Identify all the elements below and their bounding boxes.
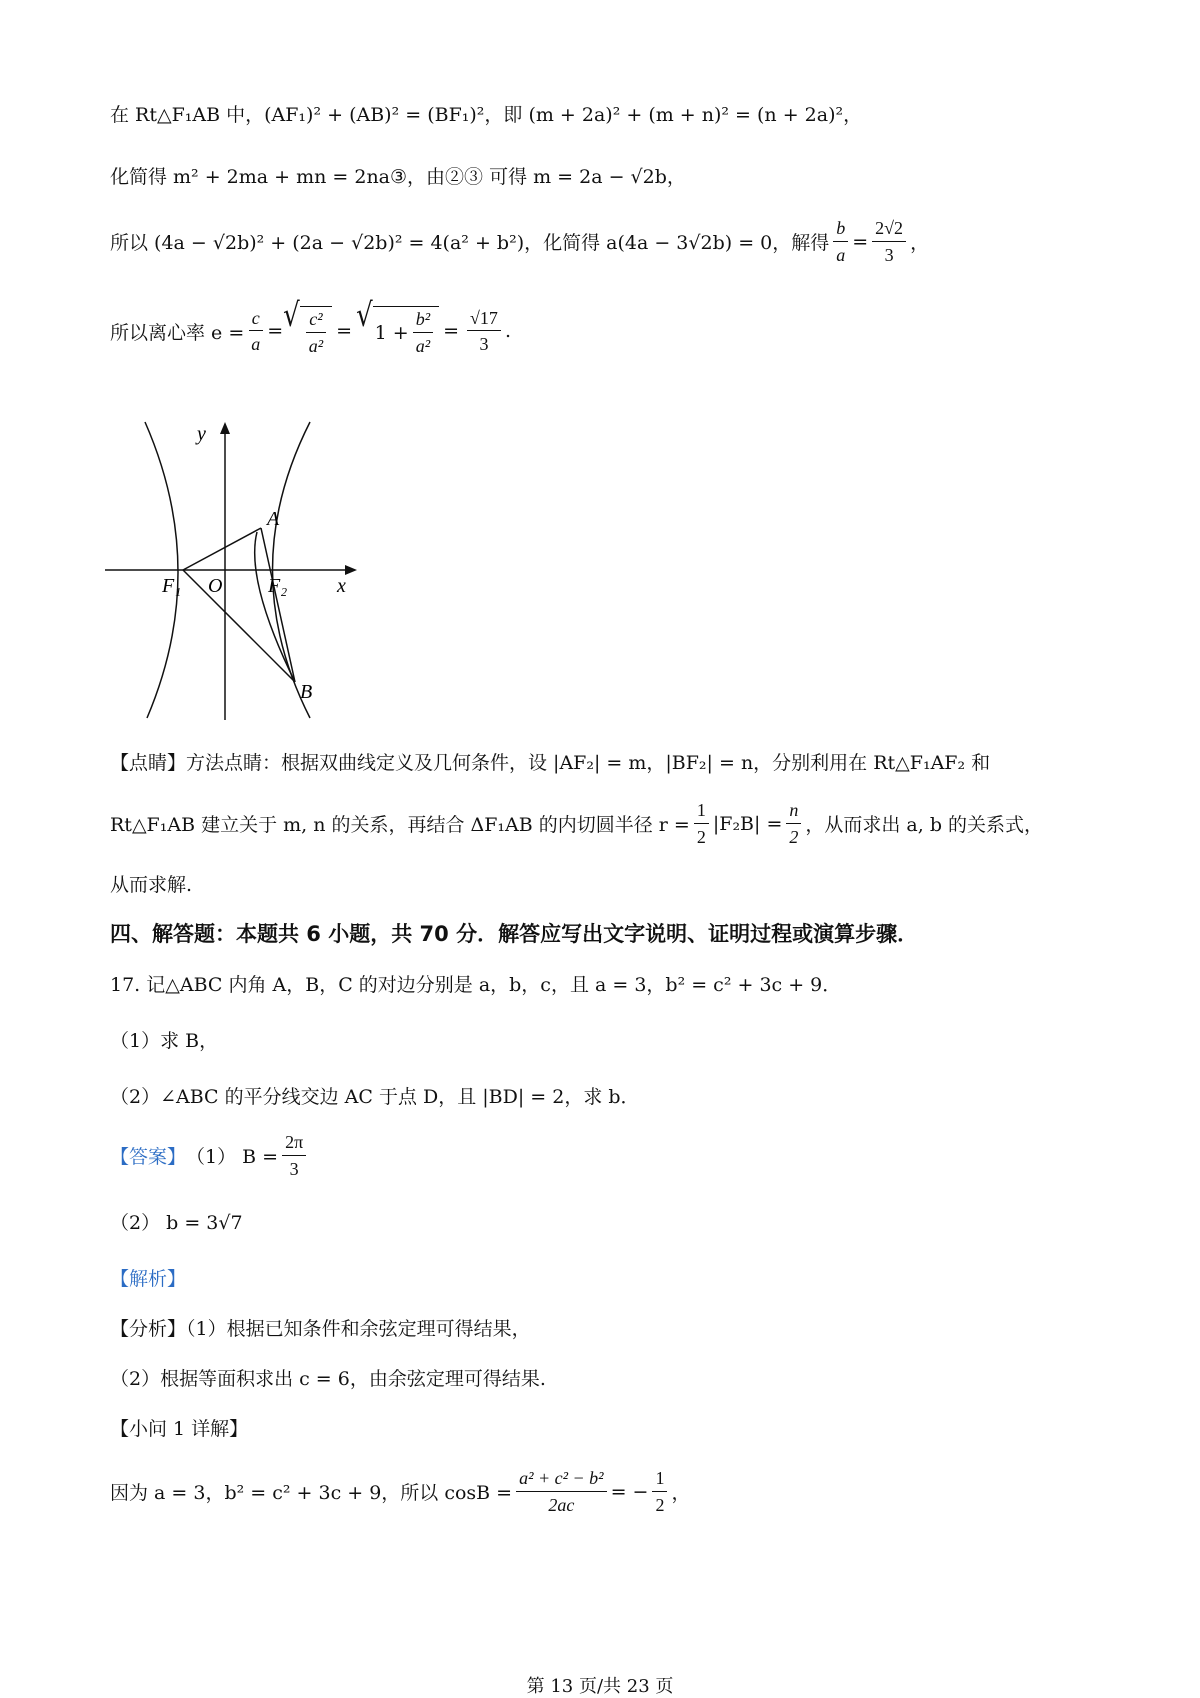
label-a: A <box>267 508 280 530</box>
detail-text: 因为 a = 3，b² = c² + 3c + 9，所以 cosB = <box>110 1482 513 1505</box>
radical-icon: √ <box>356 297 373 335</box>
tip-text: Rt△F₁AB 建立关于 m, n 的关系，再结合 ΔF₁AB 的内切圆半径 r = <box>110 814 690 837</box>
x-axis-arrow-icon <box>345 565 357 575</box>
tip-text: 从而求解. <box>110 874 193 896</box>
equals-sign: = <box>443 320 460 343</box>
label-b: B <box>300 681 313 703</box>
answer-line-1 <box>110 1132 310 1179</box>
tip-text: 【点睛】方法点睛：根据双曲线定义及几何条件，设 |AF₂| = m，|BF₂| = n，分别利用在 Rt△F₁AF₂ 和 <box>110 752 991 774</box>
question-text: （1）求 B， <box>110 1030 219 1052</box>
q17-stem <box>110 970 841 997</box>
label-y: y <box>197 423 206 445</box>
fraction-half: $\frac{1}{2}$ <box>694 800 709 847</box>
fraction-b2-over-a2: $\frac{\text{b²}}{\text{a²}}$ <box>413 309 433 356</box>
detail-line-1 <box>110 1468 691 1515</box>
punctuation: . <box>504 320 511 343</box>
analysis-line-2 <box>110 1364 546 1391</box>
radical-icon: √ <box>283 297 300 335</box>
equals-sign: = <box>267 320 284 343</box>
analysis-line-1 <box>110 1314 531 1341</box>
fraction-result: $\frac{2√2}{3}$ <box>872 218 906 265</box>
detail-text: ， <box>671 1482 691 1505</box>
question-text: （2）∠ABC 的平分线交边 AC 于点 D，且 |BD| = 2，求 b． <box>110 1086 640 1108</box>
sqrt-prefix: 1 + <box>374 321 409 344</box>
solution-text: 所以 (4a − √2b)² + (2a − √2b)² = 4(a² + b²)，化简得 a(4a − 3√2b) = 0，解得 <box>110 232 830 255</box>
detail-tag-line <box>110 1414 248 1441</box>
sqrt-expression-1 <box>283 297 332 356</box>
solution-text: 在 Rt△F₁AB 中，(AF₁)² + (AB)² = (BF₁)²，即 (m + 2a)² + (m + n)² = (n + 2a)²， <box>110 104 863 126</box>
fraction-half: $\frac{1}{2}$ <box>652 1468 667 1515</box>
answer-text: （2） b = 3√7 <box>110 1212 243 1234</box>
q17-part-2 <box>110 1082 640 1109</box>
detail-tag: 【小问 1 详解】 <box>110 1418 249 1440</box>
q17-part-1 <box>110 1026 218 1053</box>
fraction-c2-over-a2: $\frac{\text{c²}}{\text{a²}}$ <box>306 309 326 356</box>
solution-text: 所以离心率 e = <box>110 321 245 344</box>
tip-line-3 <box>110 870 192 897</box>
section-heading-text: 四、解答题：本题共 6 小题，共 70 分．解答应写出文字说明、证明过程或演算步骤． <box>110 922 919 946</box>
tip-line-1 <box>110 748 990 775</box>
solution-line-2 <box>110 162 686 189</box>
equals-sign: = <box>852 230 869 253</box>
label-f2: F₂ <box>268 575 288 597</box>
answer-text: （1） B = <box>186 1146 279 1169</box>
fraction-c-over-a: $\frac{c}{a}$ <box>248 308 263 355</box>
segment-f1-a <box>183 528 261 570</box>
punctuation: ， <box>910 232 930 255</box>
question-text: 17. 记△ABC 内角 A，B，C 的对边分别是 a，b，c，且 a = 3，b² = c² + 3c + 9． <box>110 974 842 996</box>
sqrt-expression-2 <box>356 297 439 356</box>
section-heading <box>110 918 918 948</box>
solution-text: 化简得 m² + 2ma + mn = 2na③，由②③ 可得 m = 2a − √2b， <box>110 166 686 188</box>
fraction-b-over-a: $\frac{b}{a}$ <box>833 218 848 265</box>
solution-line-4 <box>110 297 511 356</box>
equals-sign: = <box>336 320 353 343</box>
solution-line-1 <box>110 100 862 127</box>
fraction-2pi-over-3: $\frac{2\pi}{3}$ <box>282 1132 306 1179</box>
fraction-n-over-2: $\frac{n}{2}$ <box>786 800 801 847</box>
tip-text: ，从而求出 a, b 的关系式， <box>805 814 1044 837</box>
fraction-cosine-rule: $\frac{\text{a² + c² − b²}}{2ac}$ <box>516 1468 606 1515</box>
analysis-tag-line <box>110 1264 186 1291</box>
label-x: x <box>337 575 346 597</box>
hyperbola-figure <box>105 420 365 720</box>
detail-text: = − <box>610 1480 649 1503</box>
label-f1: F₁ <box>162 575 182 597</box>
solution-line-3 <box>110 218 929 265</box>
label-origin: O <box>208 575 223 597</box>
y-axis-arrow-icon <box>220 422 230 434</box>
analysis-text: 【分析】（1）根据已知条件和余弦定理可得结果， <box>110 1318 531 1340</box>
segment-a-b <box>261 528 295 682</box>
answer-line-2 <box>110 1208 243 1235</box>
fraction-sqrt17-over-3: $\frac{√17}{3}$ <box>467 308 501 355</box>
analysis-tag: 【解析】 <box>110 1268 187 1290</box>
analysis-text: （2）根据等面积求出 c = 6，由余弦定理可得结果. <box>110 1368 546 1390</box>
tip-text: |F₂B| = <box>712 812 783 835</box>
tip-line-2 <box>110 800 1043 847</box>
answer-tag: 【答案】 <box>110 1146 187 1169</box>
page-number: 第 13 页/共 23 页 <box>526 1676 674 1697</box>
page-footer <box>0 1672 1200 1698</box>
